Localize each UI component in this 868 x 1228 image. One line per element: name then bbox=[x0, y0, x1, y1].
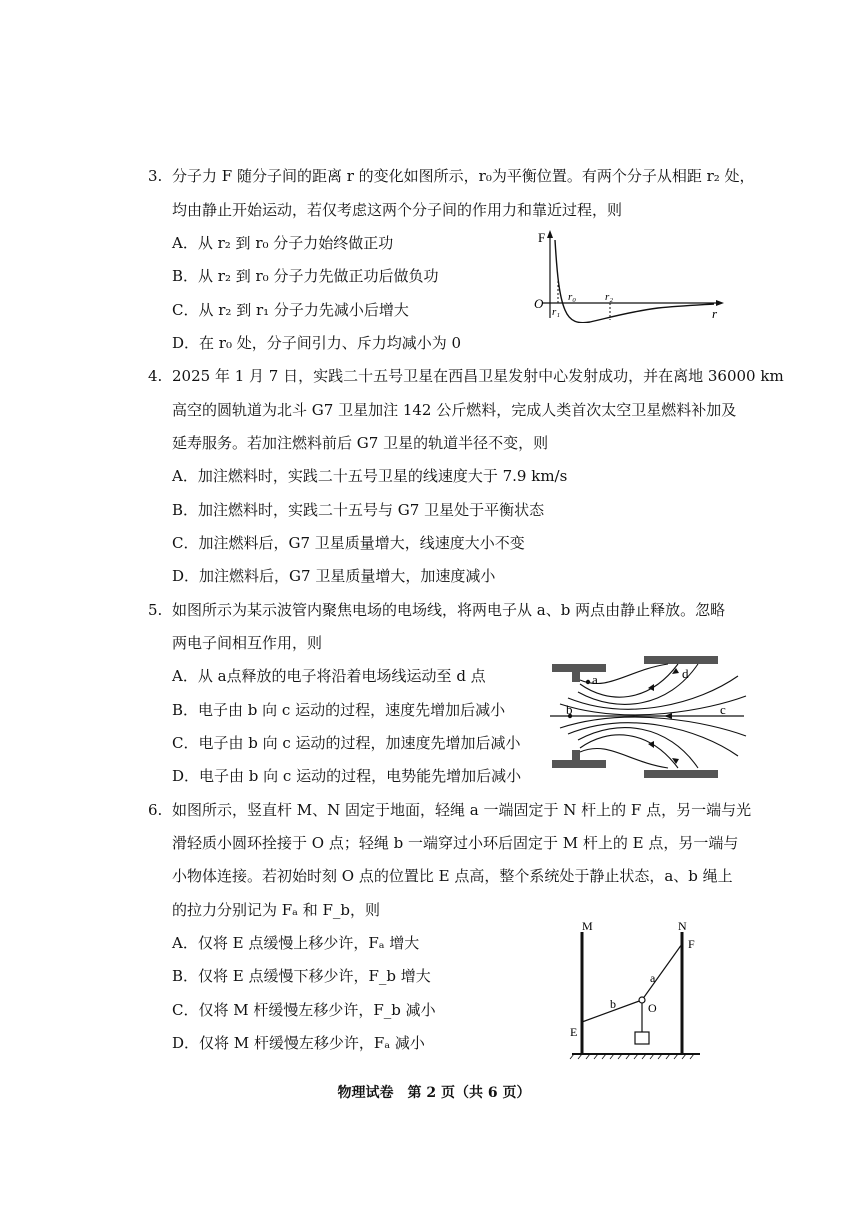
q5-option-d: D．电子由 b 向 c 运动的过程，电势能先增加后减小 bbox=[172, 767, 522, 785]
q6-option-b: B．仅将 E 点缓慢下移少许，F_b 增大 bbox=[172, 967, 431, 985]
q6-point-f-label: F bbox=[688, 937, 695, 951]
q6-rope-b-label: b bbox=[610, 997, 616, 1011]
q3-option-a: A．从 r₂ 到 r₀ 分子力始终做正功 bbox=[172, 234, 394, 252]
q3-r0-label: r₀ bbox=[568, 291, 577, 303]
q4-stem-line1: 2025 年 1 月 7 日，实践二十五号卫星在西昌卫星发射中心发射成功，并在离地 36000 km bbox=[172, 367, 784, 385]
q6-rod-m-label: M bbox=[582, 919, 593, 933]
q6-rod-rope-diagram bbox=[566, 914, 706, 1060]
q4-stem-line3: 延寿服务。若加注燃料前后 G7 卫星的轨道半径不变，则 bbox=[172, 434, 549, 452]
q3-r1-label: r₁ bbox=[552, 306, 561, 318]
q3-stem-line2: 均由静止开始运动，若仅考虑这两个分子间的作用力和靠近过程，则 bbox=[172, 201, 623, 219]
q6-option-c: C．仅将 M 杆缓慢左移少许，F_b 减小 bbox=[172, 1001, 436, 1019]
q3-option-d: D．在 r₀ 处，分子间引力、斥力均减小为 0 bbox=[172, 334, 462, 352]
q5-point-c: c bbox=[720, 702, 726, 717]
q6-rod-n-label: N bbox=[678, 919, 687, 933]
q4-number: 4. bbox=[148, 367, 163, 385]
q3-number: 3. bbox=[148, 167, 163, 185]
q5-option-a: A．从 a点释放的电子将沿着电场线运动至 d 点 bbox=[172, 667, 486, 685]
q3-force-graph bbox=[528, 228, 728, 323]
q3-option-c: C．从 r₂ 到 r₁ 分子力先减小后增大 bbox=[172, 301, 409, 319]
q6-stem-line3: 小物体连接。若初始时刻 O 点的位置比 E 点高，整个系统处于静止状态，a、b 绳上 bbox=[172, 867, 733, 885]
q4-option-d: D．加注燃料后，G7 卫星质量增大，加速度减小 bbox=[172, 567, 496, 585]
q6-point-o-label: O bbox=[648, 1001, 657, 1015]
q4-option-a: A．加注燃料时，实践二十五号卫星的线速度大于 7.9 km/s bbox=[172, 467, 568, 485]
q5-option-b: B．电子由 b 向 c 运动的过程，速度先增加后减小 bbox=[172, 701, 506, 719]
q6-point-e-label: E bbox=[570, 1025, 578, 1039]
q5-stem-line2: 两电子间相互作用，则 bbox=[172, 634, 323, 652]
q6-option-a: A．仅将 E 点缓慢上移少许，Fₐ 增大 bbox=[172, 934, 420, 952]
q5-electric-field-diagram bbox=[548, 652, 748, 782]
page-footer: 物理试卷 第 2 页（共 6 页） bbox=[337, 1085, 531, 1101]
q6-rope-a-label: a bbox=[650, 971, 656, 985]
q6-stem-line1: 如图所示，竖直杆 M、N 固定于地面，轻绳 a 一端固定于 N 杆上的 F 点，另一端与光 bbox=[172, 801, 752, 819]
q3-r2-label: r₂ bbox=[605, 291, 614, 303]
q6-option-d: D．仅将 M 杆缓慢左移少许，Fₐ 减小 bbox=[172, 1034, 425, 1052]
q4-option-b: B．加注燃料时，实践二十五号与 G7 卫星处于平衡状态 bbox=[172, 501, 545, 519]
q3-option-b: B．从 r₂ 到 r₀ 分子力先做正功后做负功 bbox=[172, 267, 439, 285]
q4-stem-line2: 高空的圆轨道为北斗 G7 卫星加注 142 公斤燃料，完成人类首次太空卫星燃料补加及 bbox=[172, 401, 737, 419]
q4-option-c: C．加注燃料后，G7 卫星质量增大，线速度大小不变 bbox=[172, 534, 525, 552]
q3-r-axis-label: r bbox=[712, 306, 718, 321]
q3-f-axis-label: F bbox=[538, 230, 546, 245]
q3-origin-label: O bbox=[534, 296, 544, 311]
q3-stem-line1: 分子力 F 随分子间的距离 r 的变化如图所示，r₀为平衡位置。有两个分子从相距 r₂ 处， bbox=[172, 167, 755, 185]
q6-number: 6. bbox=[148, 801, 163, 819]
q5-point-a: a bbox=[592, 672, 598, 687]
q5-stem-line1: 如图所示为某示波管内聚焦电场的电场线，将两电子从 a、b 两点由静止释放。忽略 bbox=[172, 601, 726, 619]
q5-number: 5. bbox=[148, 601, 163, 619]
q6-stem-line2: 滑轻质小圆环拴接于 O 点；轻绳 b 一端穿过小环后固定于 M 杆上的 E 点，另一端与 bbox=[172, 834, 739, 852]
q5-point-b: b bbox=[566, 702, 573, 717]
q5-option-c: C．电子由 b 向 c 运动的过程，加速度先增加后减小 bbox=[172, 734, 521, 752]
q6-stem-line4: 的拉力分别记为 Fₐ 和 F_b，则 bbox=[172, 901, 381, 919]
q5-point-d: d bbox=[682, 666, 689, 681]
